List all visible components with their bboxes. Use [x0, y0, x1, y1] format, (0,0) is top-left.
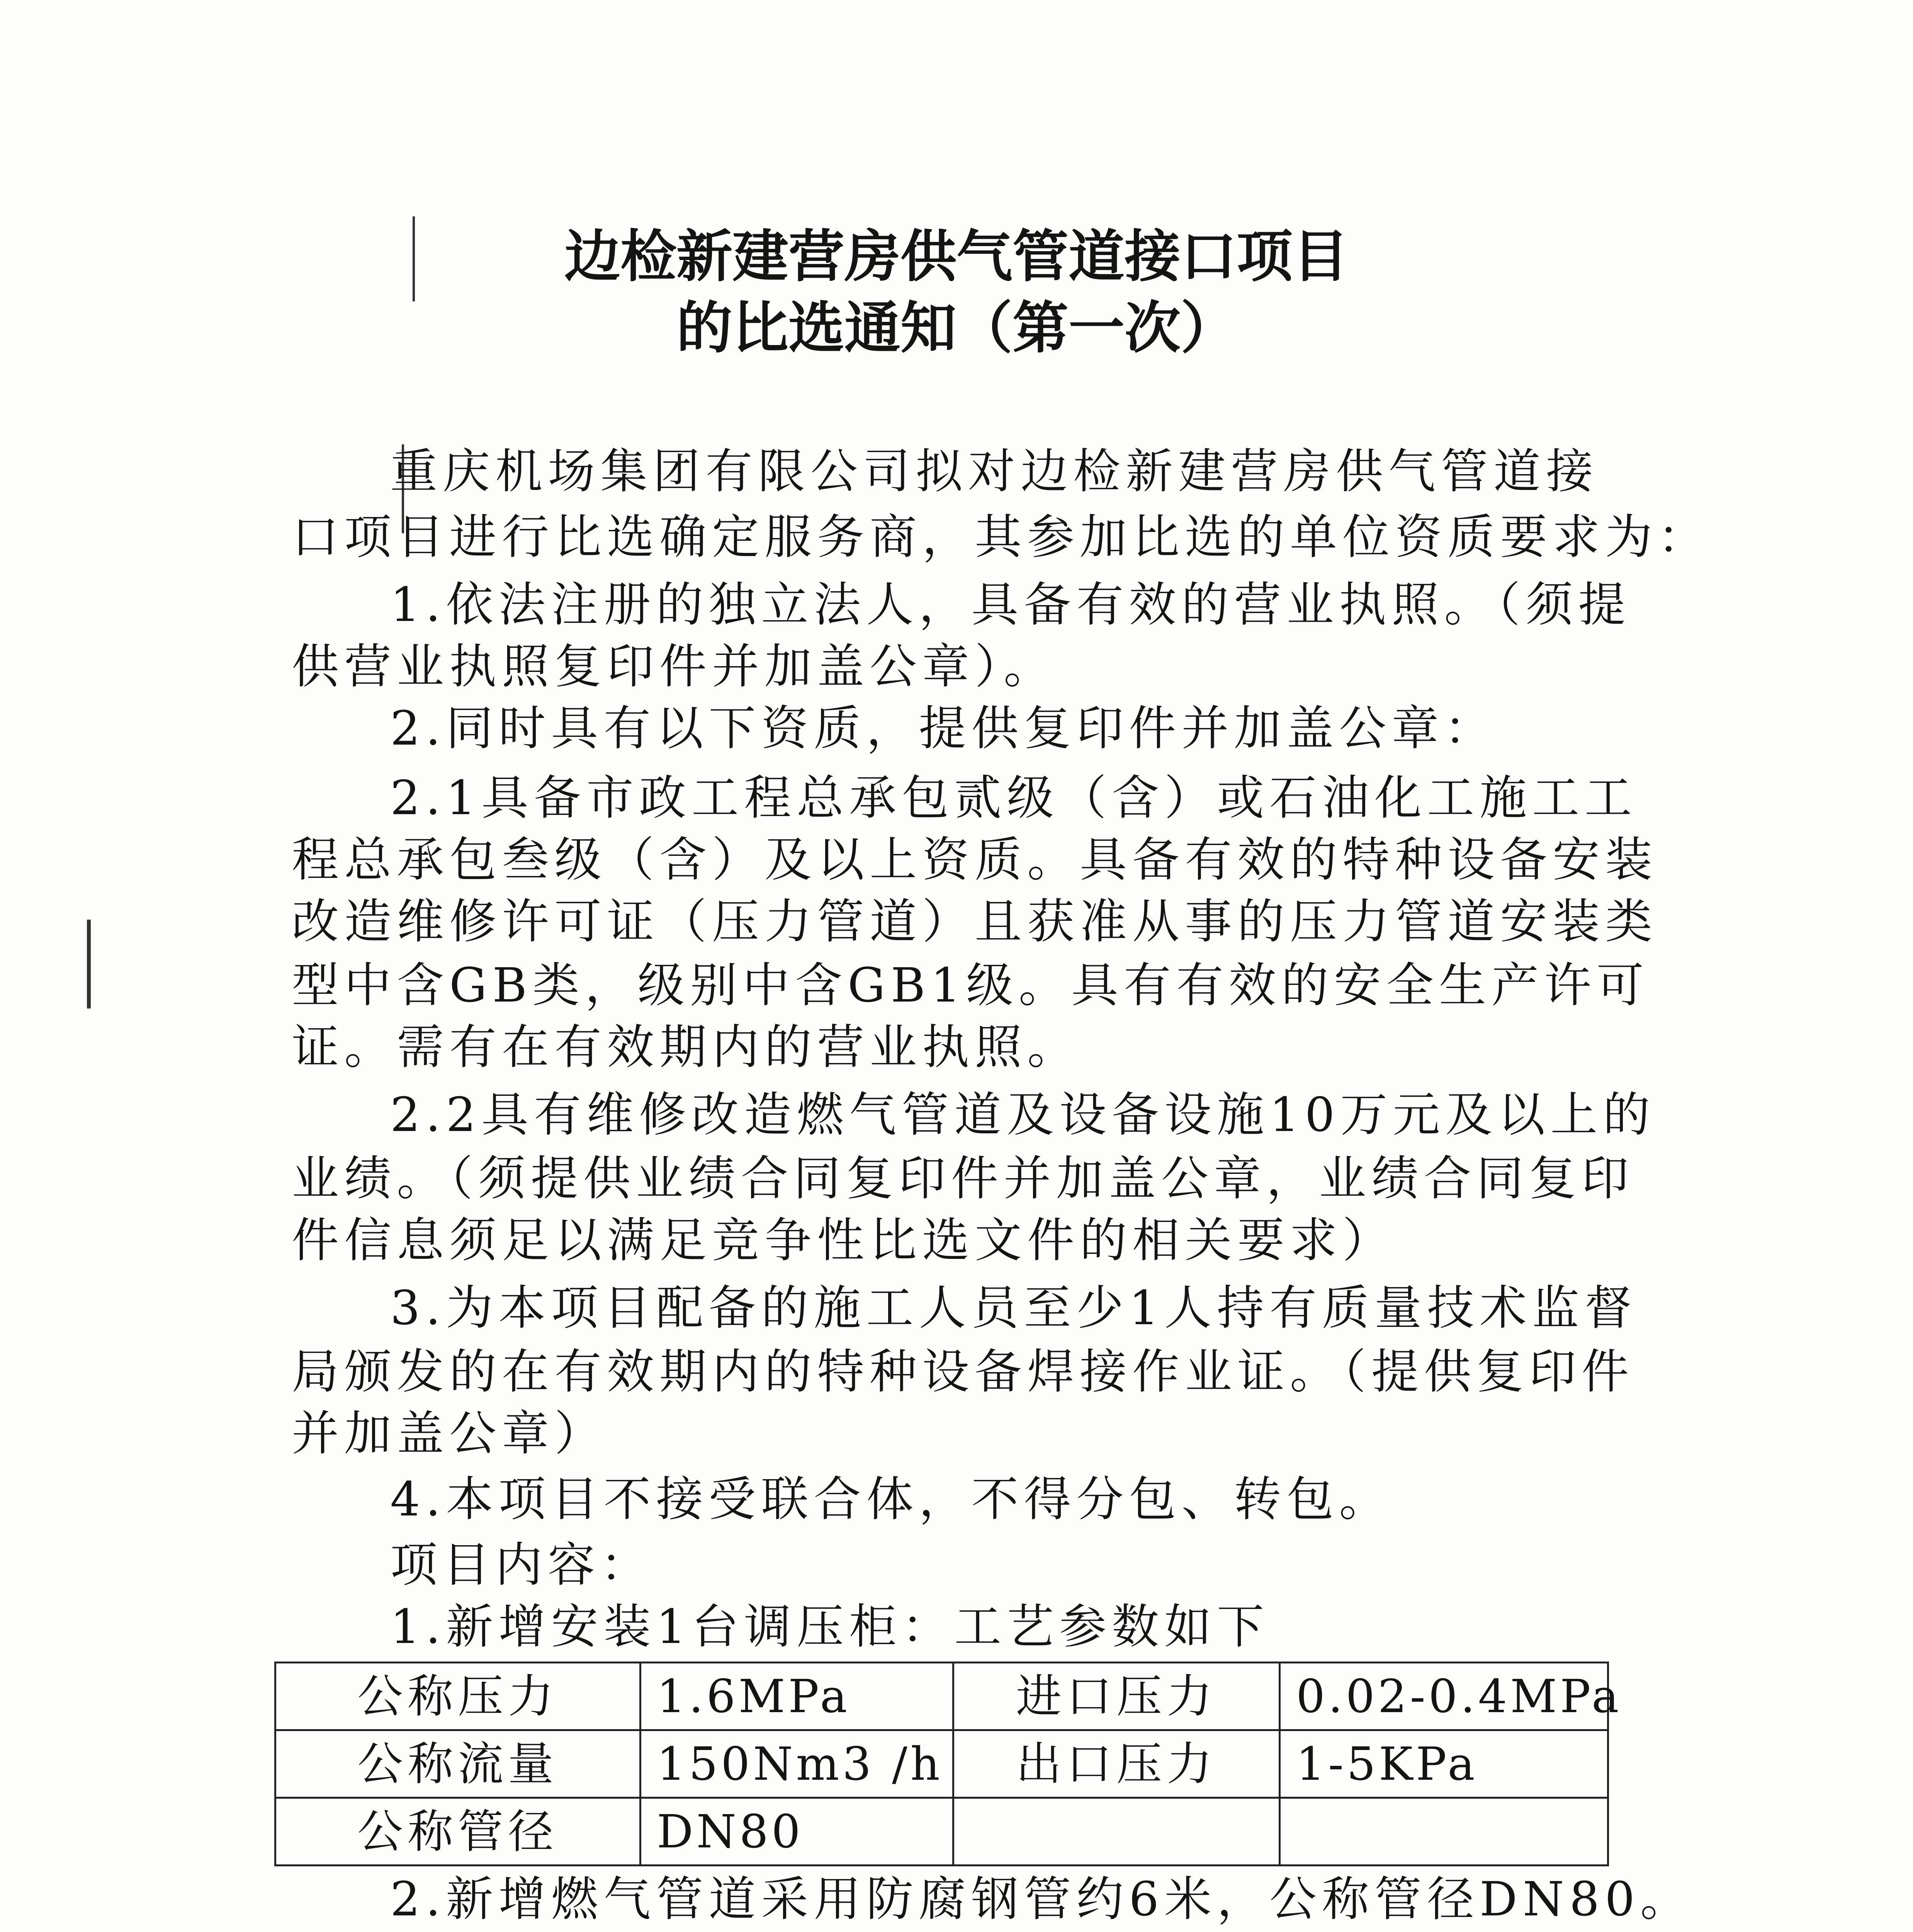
table-cell: 公称管径 — [275, 1798, 640, 1866]
req-2-1-line-4: 型中含GB类，级别中含GB1级。具有有效的安全生产许可 — [292, 958, 1649, 1013]
table-cell: 公称压力 — [275, 1663, 640, 1730]
table-cell: 1.6MPa — [640, 1663, 953, 1730]
intro-line-2: 口项目进行比选确定服务商，其参加比选的单位资质要求为： — [292, 510, 1710, 565]
req-2-1-line-3: 改造维修许可证（压力管道）且获准从事的压力管道安装类 — [292, 894, 1658, 949]
table-cell: 150Nm3 /h — [640, 1730, 953, 1798]
req-2-2-line-1: 2.2具有维修改造燃气管道及设备设施10万元及以上的 — [390, 1087, 1656, 1142]
table-cell — [1280, 1798, 1608, 1866]
req-2-1-line-5: 证。需有在有效期内的营业执照。 — [292, 1020, 1080, 1075]
table-cell: 进口压力 — [953, 1663, 1280, 1730]
table-cell: 0.02-0.4MPa — [1280, 1663, 1608, 1730]
notice-title-line1: 边检新建营房供气管道接口项目 — [564, 224, 1349, 289]
req-3-line-3: 并加盖公章） — [292, 1406, 607, 1461]
scan-mark — [87, 920, 91, 1009]
req-3-line-2: 局颁发的在有效期内的特种设备焊接作业证。（提供复印件 — [292, 1344, 1634, 1399]
table-cell: 公称流量 — [275, 1730, 640, 1798]
table-cell — [953, 1798, 1280, 1866]
project-item-1: 1.新增安装1台调压柜：工艺参数如下 — [390, 1599, 1270, 1654]
table-cell: DN80 — [640, 1798, 953, 1866]
table-row — [275, 1730, 1608, 1798]
table-cell: 1-5KPa — [1280, 1730, 1608, 1798]
req-2-line-1: 2.同时具有以下资质，提供复印件并加盖公章： — [390, 701, 1497, 756]
req-1-line-1: 1.依法注册的独立法人，具备有效的营业执照。（须提 — [390, 577, 1631, 632]
project-heading: 项目内容： — [390, 1537, 653, 1592]
req-2-2-line-2: 业绩。（须提供业绩合同复印件并加盖公章，业绩合同复印 — [292, 1151, 1634, 1206]
project-item-2: 2.新增燃气管道采用防腐钢管约6米，公称管径DN80。 — [390, 1872, 1693, 1927]
table-row — [275, 1663, 1608, 1730]
req-2-2-line-3: 件信息须足以满足竞争性比选文件的相关要求） — [292, 1213, 1395, 1268]
process-params-table — [274, 1662, 1622, 1866]
req-4-line-1: 4.本项目不接受联合体，不得分包、转包。 — [390, 1472, 1392, 1527]
intro-line-1: 重庆机场集团有限公司拟对边检新建营房供气管道接 — [390, 444, 1599, 499]
notice-title-line2: 的比选通知（第一次） — [676, 296, 1237, 361]
table-row — [275, 1798, 1608, 1866]
req-2-1-line-1: 2.1具备市政工程总承包贰级（含）或石油化工施工工 — [390, 770, 1638, 825]
req-2-1-line-2: 程总承包叁级（含）及以上资质。具备有效的特种设备安装 — [292, 832, 1658, 887]
table-cell: 出口压力 — [953, 1730, 1280, 1798]
req-3-line-1: 3.为本项目配备的施工人员至少1人持有质量技术监督 — [390, 1281, 1638, 1335]
req-1-line-2: 供营业执照复印件并加盖公章）。 — [292, 639, 1056, 694]
